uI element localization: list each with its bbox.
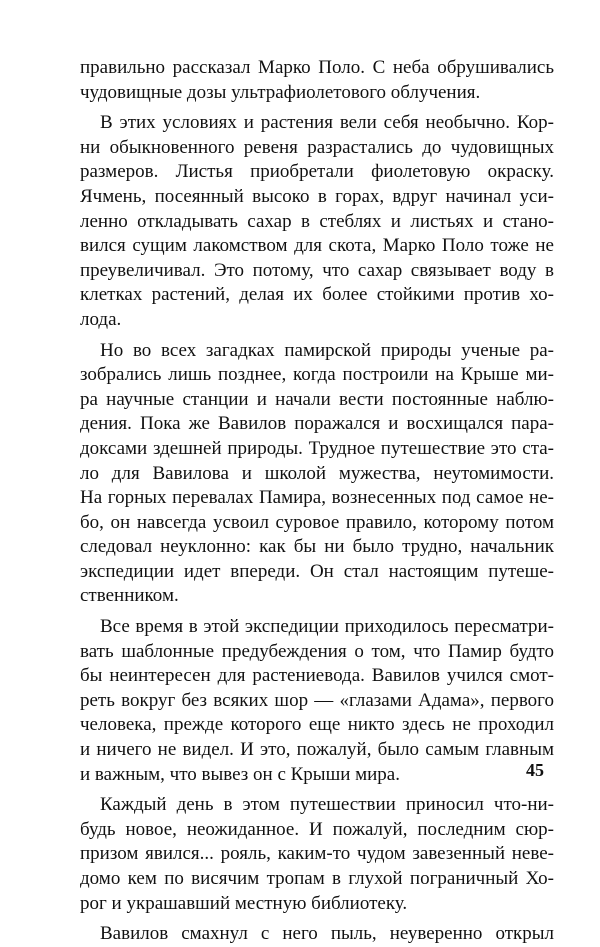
text-line: ра научные станции и начали вести постоянные наблю- bbox=[80, 388, 554, 410]
text-line: будь новое, неожиданное. И пожалуй, последним сюр- bbox=[80, 818, 554, 840]
text-line: размеров. Листья приобретали фиолетовую окраску. bbox=[80, 161, 554, 183]
text-line: и ничего не видел. И это, пожалуй, было самым главным bbox=[80, 739, 554, 761]
text-line: ственником. bbox=[80, 585, 179, 607]
text-line: зобрались лишь позднее, когда построили на Крыше ми- bbox=[80, 364, 554, 386]
text-line: дения. Пока же Вавилов поражался и восхищался пара- bbox=[80, 413, 554, 435]
text-line: чудовищные дозы ультрафиолетового облучения. bbox=[80, 81, 481, 103]
text-line: реть вокруг без всяких шор — «глазами Адама», первого bbox=[80, 689, 554, 711]
text-line: Но во всех загадках памирской природы ученые ра- bbox=[100, 339, 554, 361]
paragraph bbox=[80, 56, 554, 105]
text-line: вать шаблонные предубеждения о том, что Памир будто bbox=[80, 640, 554, 662]
text-line: вился сущим лакомством для скота, Марко Поло тоже не bbox=[80, 235, 554, 257]
text-line: человека, прежде которого еще никто здесь не проходил bbox=[80, 714, 554, 736]
text-line: преувеличивал. Это потому, что сахар связывает воду в bbox=[80, 259, 554, 281]
text-line: экспедиции идет впереди. Он стал настоящим путеше- bbox=[80, 560, 554, 582]
text-line: Вавилов смахнул с него пыль, неуверенно открыл bbox=[100, 923, 554, 945]
text-line: На горных перевалах Памира, вознесенных под самое не- bbox=[80, 487, 554, 509]
text-line: бы неинтересен для растениевода. Вавилов учился смот- bbox=[80, 665, 554, 687]
paragraph bbox=[80, 922, 554, 947]
text-line: бо, он навсегда усвоил суровое правило, которому потом bbox=[80, 511, 554, 533]
text-line: рог и украшавший местную библиотеку. bbox=[80, 892, 408, 914]
paragraph bbox=[80, 339, 554, 610]
text-line: Все время в этой экспедиции приходилось пересматри- bbox=[100, 616, 554, 638]
text-line: ни обыкновенного ревеня разрастались до чудовищных bbox=[80, 136, 554, 158]
text-line: доксами здешней природы. Трудное путешествие это ста- bbox=[80, 437, 554, 459]
text-line: клетках растений, делая их более стойкими против хо- bbox=[80, 284, 554, 306]
page-number: 45 bbox=[526, 760, 544, 780]
body-text bbox=[80, 56, 554, 947]
text-line: Каждый день в этом путешествии приносил что-ни- bbox=[100, 794, 554, 816]
text-line: Ячмень, посеянный высоко в горах, вдруг начинал уси- bbox=[80, 185, 554, 207]
text-line: призом явился... рояль, каким-то чудом завезенный неве- bbox=[80, 843, 554, 865]
text-line: В этих условиях и растения вели себя необычно. Кор- bbox=[100, 112, 554, 134]
paragraph bbox=[80, 111, 554, 332]
text-line: домо кем по висячим тропам в глухой пограничный Хо- bbox=[80, 868, 554, 889]
text-line: ло для Вавилова и школой мужества, неутомимости. bbox=[80, 462, 554, 484]
text-line: правильно рассказал Марко Поло. С неба обрушивались bbox=[80, 57, 554, 78]
text-line: и важным, что вывез он с Крыши мира. bbox=[80, 763, 400, 785]
text-line: лода. bbox=[80, 308, 122, 330]
text-line: ленно откладывать сахар в стеблях и листьях и стано- bbox=[80, 210, 554, 232]
paragraph bbox=[80, 793, 554, 916]
text-line: следовал неуклонно: как бы ни было трудно, начальник bbox=[80, 536, 554, 558]
paragraph bbox=[80, 615, 554, 787]
